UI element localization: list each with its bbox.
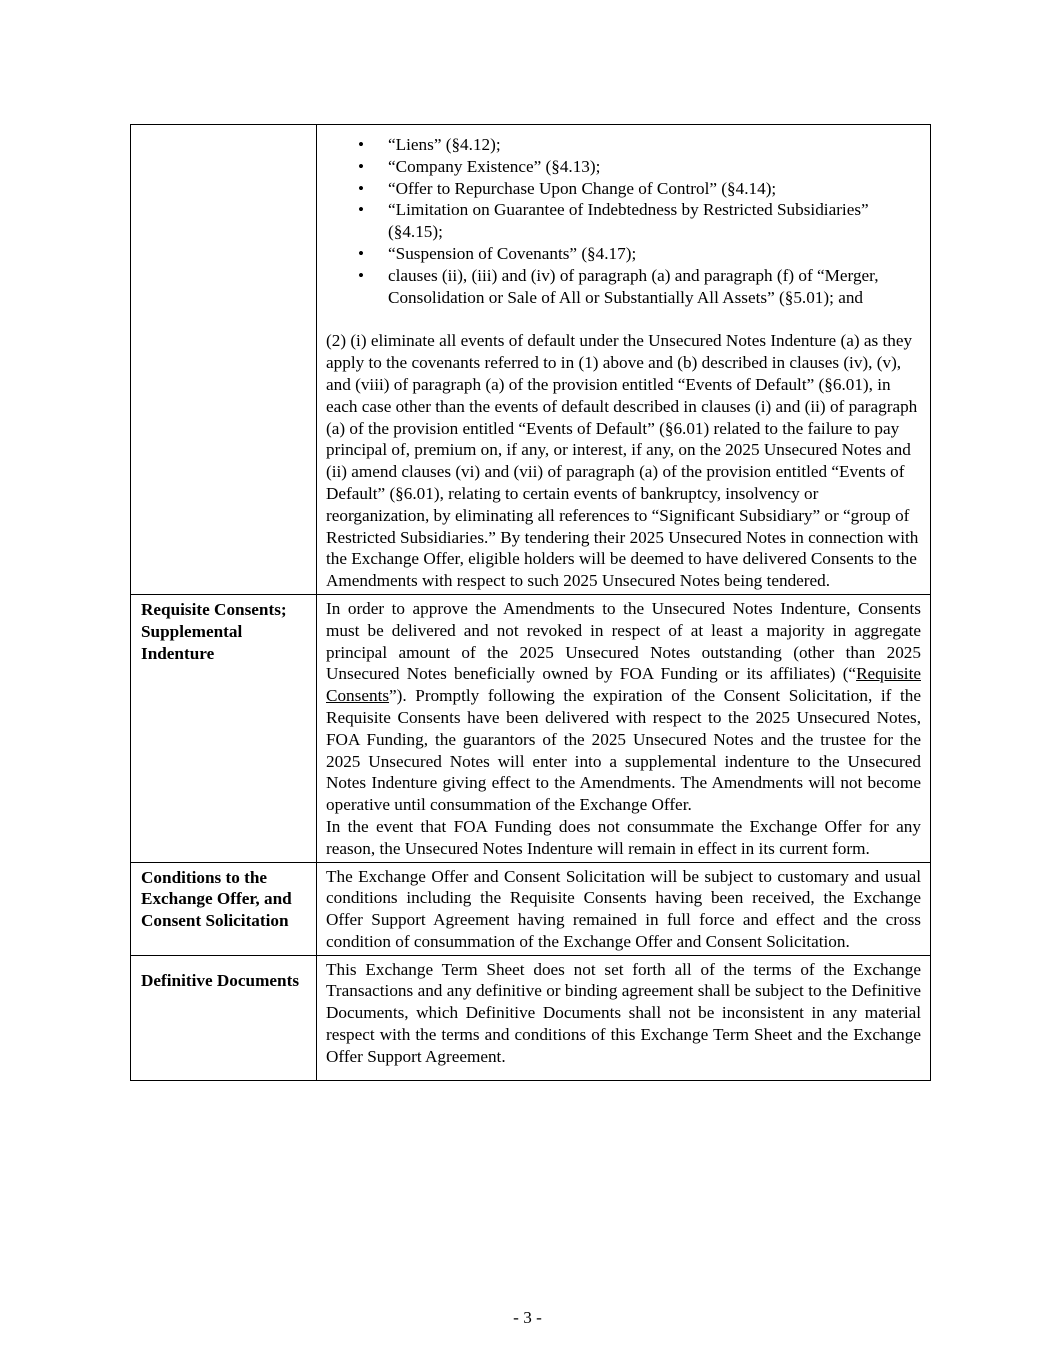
empty-label-cell: [131, 125, 317, 595]
conditions-cell: [317, 862, 931, 955]
list-item: • “Limitation on Guarantee of Indebtedness by Restricted Subsidiaries” (§4.15);: [388, 199, 921, 243]
definitive-documents-paragraph: This Exchange Term Sheet does not set forth all of the terms of the Exchange Transactions and any definitive or binding agreement shall be subject to the Definitive Documents, which Definitive Documents shall not be inconsistent in any material respect with the terms and conditions of this Exchange Term Sheet and the Exchange Offer Support Agreement.: [326, 959, 921, 1066]
requisite-consents-paragraph-2: In the event that FOA Funding does not consummate the Exchange Offer for any reason, the Unsecured Notes Indenture will remain in effect in its current form.: [326, 816, 921, 858]
list-item: • clauses (ii), (iii) and (iv) of paragraph (a) and paragraph (f) of “Merger, Consolidation or Sale of All or Substantially All Assets” (§5.01); and: [388, 265, 921, 309]
list-item: • “Company Existence” (§4.13);: [388, 156, 921, 178]
conditions-paragraph: The Exchange Offer and Consent Solicitation will be subject to customary and usual conditions including the Requisite Consents having been received, the Exchange Offer Support Agreement having remained in full force and effect and the cross condition of consummation of the Exchange Offer and Consent Solicitation.: [326, 866, 921, 951]
table-row: [131, 862, 931, 955]
requisite-text-after: ”). Promptly following the expiration of the Consent Solicitation, if the Requisite Consents have been delivered with respect to the 2025 Unsecured Notes, FOA Funding, the guarantors of the 2025 Unsecured Notes and the trustee for the 2025 Unsecured Notes will enter into a supplemental indenture to the Unsecured Notes Indenture giving effect to the Amendments. The Amendments will not become operative until consummation of the Exchange Offer.: [326, 686, 921, 815]
definitive-documents-cell: [317, 955, 931, 1080]
table-row: [131, 594, 931, 862]
definitive-documents-label: Definitive Documents: [131, 955, 317, 1080]
events-of-default-paragraph: (2) (i) eliminate all events of default under the Unsecured Notes Indenture (a) as they apply to the covenants referred to in (1) above and (b) described in clauses (iv), (v), and (viii) of paragraph (a) of the provision entitled “Events of Default” (§6.01), in each case other than the events of default described in clauses (i) and (ii) of paragraph (a) of the provision entitled “Events of Default” (§6.01) related to the failure to pay principal of, premium on, if any, or interest, if any, on the 2025 Unsecured Notes and (ii) amend clauses (vi) and (vii) of paragraph (a) of the provision entitled “Events of Default” (§6.01), relating to certain events of bankruptcy, insolvency or reorganization, by eliminating all references to “Significant Subsidiary” or “group of Restricted Subsidiaries.” By tendering their 2025 Unsecured Notes in connection with the Exchange Offer, eligible holders will be deemed to have delivered Consents to the Amendments with respect to such 2025 Unsecured Notes being tendered.: [326, 331, 919, 591]
requisite-consents-label: Requisite Consents; Supplemental Indenture: [131, 594, 317, 862]
table-row: [131, 125, 931, 595]
covenant-list: [326, 134, 921, 308]
requisite-consents-paragraph: [326, 598, 921, 816]
requisite-consents-cell: [317, 594, 931, 862]
amendments-cell: [317, 125, 931, 595]
page-number: - 3 -: [513, 1308, 542, 1327]
requisite-consents-term: Requisite Consents: [326, 664, 921, 706]
term-sheet-table: [130, 124, 931, 1081]
requisite-text-before: In order to approve the Amendments to the Unsecured Notes Indenture, Consents must be delivered and not revoked in respect of at least a majority in aggregate principal amount of the 2025 Unsecured Notes outstanding (other than 2025 Unsecured Notes beneficially owned by FOA Funding or its affiliates) (“: [326, 598, 921, 684]
list-item: • “Suspension of Covenants” (§4.17);: [388, 243, 921, 265]
list-item: • “Offer to Repurchase Upon Change of Control” (§4.14);: [388, 178, 921, 200]
list-item: • “Liens” (§4.12);: [388, 134, 921, 156]
conditions-label: Conditions to the Exchange Offer, and Consent Solicitation: [131, 862, 317, 955]
table-row: [131, 955, 931, 1080]
